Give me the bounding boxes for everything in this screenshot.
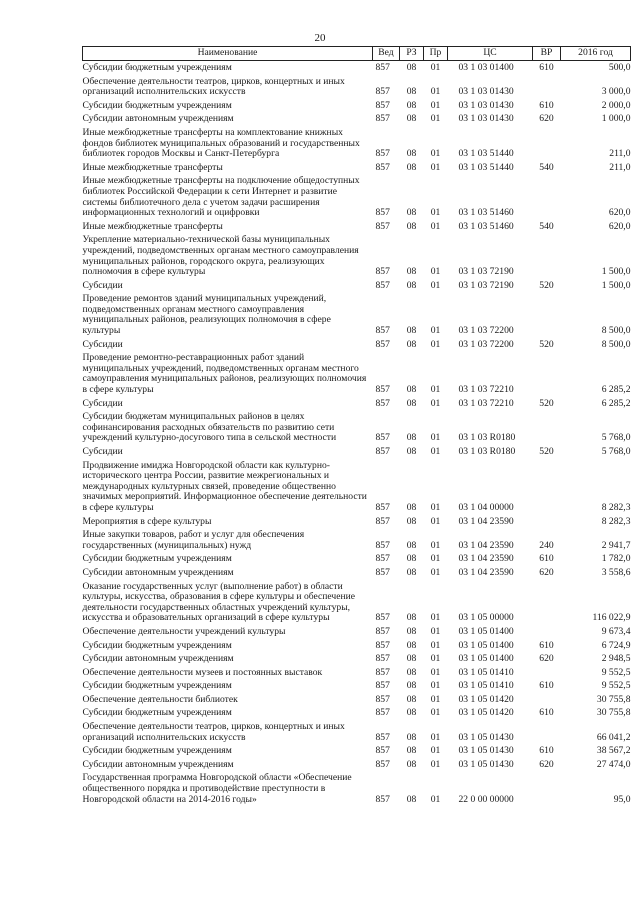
row-ved: 857	[375, 625, 390, 637]
row-rz: 08	[406, 266, 417, 278]
row-name: Мероприятия в сфере культуры	[82, 515, 212, 527]
row-sum: 6 285,2	[601, 397, 631, 409]
row-cs: 03 1 05 01430	[458, 745, 514, 757]
row-sum: 5 768,0	[601, 432, 631, 444]
row-vr	[533, 410, 561, 445]
row-sum: 8 500,0	[601, 325, 631, 337]
row-name: Субсидии бюджетным учреждениям	[82, 639, 232, 651]
row-vr: 620	[539, 566, 554, 578]
row-ved: 857	[375, 707, 390, 719]
row-cs: 03 1 03 01400	[458, 62, 514, 73]
row-cs: 03 1 03 72210	[458, 384, 514, 396]
row-rz: 08	[406, 86, 417, 98]
row-ved: 857	[375, 266, 390, 278]
row-sum: 8 500,0	[601, 338, 631, 350]
row-pr: 01	[430, 553, 441, 565]
row-sum: 95,0	[613, 793, 631, 805]
row-vr: 610	[539, 99, 554, 111]
row-vr: 540	[539, 161, 554, 173]
row-rz: 08	[406, 432, 417, 444]
row-ved: 857	[375, 731, 390, 743]
row-pr: 01	[430, 113, 441, 125]
row-rz: 08	[406, 99, 417, 111]
row-vr	[533, 126, 561, 161]
row-rz: 08	[406, 325, 417, 337]
row-name: Обеспечение деятельности театров, цирков, концертных и иных организаций исполнительских искусств	[82, 75, 345, 98]
row-sum: 211,0	[609, 148, 631, 160]
row-name: Обеспечение деятельности театров, цирков, концертных и иных организаций исполнительских искусств	[82, 721, 345, 743]
row-ved: 857	[375, 539, 390, 551]
row-rz: 08	[406, 207, 417, 219]
table-row	[83, 161, 631, 175]
row-rz: 08	[406, 566, 417, 578]
row-pr: 01	[430, 384, 441, 396]
row-vr	[533, 75, 561, 99]
header-rz: РЗ	[400, 47, 424, 61]
row-sum: 620,0	[608, 220, 631, 232]
row-pr: 01	[430, 793, 441, 805]
row-name: Государственная программа Новгородской области «Обеспечение общественного порядка и противодействие преступности в Новгородской области на 2014-2016 годы»	[82, 772, 352, 805]
table-row	[83, 706, 631, 720]
row-name: Иные межбюджетные трансферты	[82, 220, 223, 232]
row-ved: 857	[375, 113, 390, 125]
row-ved: 857	[375, 99, 390, 111]
row-name: Субсидии бюджетным учреждениям	[82, 99, 232, 111]
row-sum: 2 941,7	[601, 539, 631, 551]
row-sum: 66 041,2	[596, 731, 631, 743]
row-sum: 5 768,0	[601, 446, 631, 457]
row-pr: 01	[430, 86, 441, 98]
row-name: Субсидии бюджетным учреждениям	[82, 553, 232, 565]
row-cs: 03 1 03 72200	[458, 338, 514, 350]
row-ved: 857	[375, 325, 390, 337]
row-cs: 03 1 03 72190	[458, 279, 514, 291]
row-sum: 30 755,8	[596, 693, 631, 705]
row-sum: 8 282,3	[601, 501, 631, 513]
row-cs: 03 1 03 R0180	[458, 432, 516, 444]
row-sum: 38 567,2	[596, 745, 631, 757]
row-pr: 01	[430, 99, 441, 111]
row-rz: 08	[406, 553, 417, 565]
row-cs: 03 1 04 23590	[458, 515, 514, 527]
row-name: Проведение ремонтов зданий муниципальных учреждений, подведомственных органам местного самоуправления муниципальных районов, реализующих полномочия в сфере культуры	[82, 293, 331, 337]
row-ved: 857	[375, 86, 390, 98]
row-name: Иные межбюджетные трансферты на комплектование книжных фондов библиотек муниципальных образований и государственных библиотек городов Москвы и Санкт-Петербурга	[82, 126, 360, 160]
row-sum: 2 948,5	[601, 653, 631, 665]
budget-table	[82, 46, 631, 806]
row-ved: 857	[375, 515, 390, 527]
row-name: Проведение ремонтно-реставрационных работ зданий муниципальных учреждений, подведомственных органам местного самоуправления муниципальных районов, реализующих полномочия в сфере культуры	[82, 352, 367, 396]
row-vr: 520	[539, 397, 554, 409]
row-vr: 610	[539, 707, 554, 719]
row-vr: 620	[539, 113, 554, 125]
row-vr: 610	[539, 62, 554, 73]
row-ved: 857	[375, 279, 390, 291]
row-cs: 03 1 03 72200	[458, 325, 514, 337]
row-rz: 08	[406, 612, 417, 624]
row-vr	[533, 351, 561, 396]
table-row	[83, 292, 631, 337]
row-ved: 857	[375, 501, 390, 513]
table-row	[83, 666, 631, 680]
row-sum: 2 000,0	[601, 99, 631, 111]
row-pr: 01	[430, 745, 441, 757]
table-row	[83, 693, 631, 707]
row-pr: 01	[430, 501, 441, 513]
row-name: Иные закупки товаров, работ и услуг для обеспечения государственных (муниципальных) нужд	[82, 529, 305, 551]
row-vr: 620	[539, 758, 554, 770]
row-cs: 03 1 04 23590	[458, 539, 514, 551]
row-cs: 03 1 05 01400	[458, 639, 514, 651]
table-row	[83, 397, 631, 411]
row-name: Продвижение имиджа Новгородской области как культурно-исторического центра России, развитие межрегиональных и международных культурных связей, проведение общественно значимых мероприятий. Информационное обеспечение деятельности в сфере культуры	[82, 459, 367, 513]
row-vr: 620	[539, 653, 554, 665]
row-pr: 01	[430, 325, 441, 337]
row-pr: 01	[430, 566, 441, 578]
row-cs: 03 1 05 01430	[458, 758, 514, 770]
row-ved: 857	[375, 666, 390, 678]
row-sum: 1 782,0	[601, 553, 631, 565]
row-sum: 1 000,0	[601, 113, 631, 125]
row-pr: 01	[430, 161, 441, 173]
table-row	[83, 652, 631, 666]
row-vr: 610	[539, 639, 554, 651]
table-row	[83, 126, 631, 161]
row-pr: 01	[430, 432, 441, 444]
row-name: Иные межбюджетные трансферты	[82, 161, 223, 173]
row-name: Субсидии автономным учреждениям	[82, 758, 234, 770]
table-row	[83, 639, 631, 653]
row-pr: 01	[430, 207, 441, 219]
row-ved: 857	[375, 693, 390, 705]
header-ved: Вед	[373, 47, 400, 61]
row-rz: 08	[406, 680, 417, 692]
row-ved: 857	[375, 220, 390, 232]
row-pr: 01	[430, 707, 441, 719]
row-pr: 01	[430, 625, 441, 637]
row-vr: 520	[539, 279, 554, 291]
row-vr	[533, 666, 561, 680]
row-vr	[533, 233, 561, 278]
row-cs: 03 1 03 R0180	[458, 446, 516, 457]
row-pr: 01	[430, 397, 441, 409]
row-ved: 857	[375, 612, 390, 624]
row-cs: 03 1 03 51460	[458, 207, 514, 219]
table-row	[83, 566, 631, 580]
row-rz: 08	[406, 161, 417, 173]
row-name: Субсидии автономным учреждениям	[82, 113, 234, 125]
table-row	[83, 112, 631, 126]
table-row	[83, 771, 631, 806]
row-sum: 8 282,3	[601, 515, 631, 527]
row-ved: 857	[375, 793, 390, 805]
row-sum: 1 500,0	[601, 279, 631, 291]
row-rz: 08	[406, 793, 417, 805]
row-sum: 3 558,6	[601, 566, 631, 578]
row-vr: 610	[539, 680, 554, 692]
table-row	[83, 720, 631, 744]
row-rz: 08	[406, 220, 417, 232]
row-cs: 03 1 05 01420	[458, 707, 514, 719]
row-cs: 03 1 03 01430	[458, 113, 514, 125]
row-pr: 01	[430, 279, 441, 291]
table-row	[83, 220, 631, 234]
row-ved: 857	[375, 745, 390, 757]
row-name: Обеспечение деятельности библиотек	[82, 693, 238, 705]
row-pr: 01	[430, 758, 441, 770]
table-row	[83, 351, 631, 396]
row-name: Субсидии	[82, 338, 123, 350]
header-vr: ВР	[533, 47, 561, 61]
table-row	[83, 233, 631, 278]
table-row	[83, 99, 631, 113]
row-cs: 03 1 03 51440	[458, 148, 514, 160]
row-cs: 03 1 05 01410	[458, 666, 514, 678]
row-cs: 03 1 03 01430	[458, 86, 514, 98]
row-vr	[533, 580, 561, 625]
row-sum: 116 022,9	[592, 612, 631, 624]
row-ved: 857	[375, 653, 390, 665]
row-name: Субсидии бюджетам муниципальных районов в целях софинансирования расходных обязательств по развитию сети учреждений культурно-досугового типа в сельской местности	[82, 411, 337, 444]
row-ved: 857	[375, 446, 390, 457]
row-rz: 08	[406, 62, 417, 73]
row-pr: 01	[430, 62, 441, 73]
table-row	[83, 61, 631, 75]
table-row	[83, 679, 631, 693]
row-vr	[533, 720, 561, 744]
row-pr: 01	[430, 338, 441, 350]
row-sum: 30 755,8	[596, 707, 631, 719]
row-vr	[533, 771, 561, 806]
row-rz: 08	[406, 338, 417, 350]
row-vr: 610	[539, 745, 554, 757]
row-ved: 857	[375, 161, 390, 173]
row-vr	[533, 292, 561, 337]
row-rz: 08	[406, 653, 417, 665]
row-name: Иные межбюджетные трансферты на подключение общедоступных библиотек Российской Федерации к сети Интернет и развитие системы библиотечного дела с учетом задачи расширения информационных технологий и оцифровки	[82, 175, 360, 219]
table-body	[83, 61, 631, 807]
row-sum: 211,0	[609, 161, 631, 173]
table-row	[83, 552, 631, 566]
row-sum: 1 500,0	[601, 266, 631, 278]
row-cs: 03 1 04 00000	[458, 501, 514, 513]
row-vr: 520	[539, 446, 554, 457]
row-ved: 857	[375, 207, 390, 219]
row-rz: 08	[406, 745, 417, 757]
row-cs: 03 1 05 01400	[458, 653, 514, 665]
row-vr	[533, 459, 561, 515]
row-ved: 857	[375, 758, 390, 770]
row-name: Субсидии бюджетным учреждениям	[82, 707, 232, 719]
row-sum: 3 000,0	[601, 86, 631, 98]
row-rz: 08	[406, 397, 417, 409]
row-ved: 857	[375, 148, 390, 160]
table-header	[83, 47, 631, 61]
row-name: Субсидии бюджетным учреждениям	[82, 680, 232, 692]
row-cs: 03 1 03 72190	[458, 266, 514, 278]
row-cs: 03 1 05 01430	[458, 731, 514, 743]
table-row	[83, 279, 631, 293]
row-cs: 03 1 05 01420	[458, 693, 514, 705]
row-sum: 9 552,5	[601, 680, 631, 692]
row-pr: 01	[430, 148, 441, 160]
row-cs: 03 1 05 01400	[458, 625, 514, 637]
row-pr: 01	[430, 612, 441, 624]
row-sum: 27 474,0	[596, 758, 631, 770]
row-rz: 08	[406, 707, 417, 719]
row-rz: 08	[406, 113, 417, 125]
row-vr	[533, 625, 561, 639]
row-pr: 01	[430, 220, 441, 232]
row-name: Субсидии бюджетным учреждениям	[82, 745, 232, 757]
row-vr	[533, 174, 561, 219]
row-rz: 08	[406, 515, 417, 527]
row-pr: 01	[430, 515, 441, 527]
header-cs: ЦС	[448, 47, 533, 61]
row-pr: 01	[430, 666, 441, 678]
table-row	[83, 459, 631, 515]
row-name: Субсидии	[82, 397, 123, 409]
row-ved: 857	[375, 553, 390, 565]
row-pr: 01	[430, 680, 441, 692]
table-row	[83, 515, 631, 529]
row-sum: 6 724,9	[601, 639, 631, 651]
row-name: Субсидии	[82, 279, 123, 291]
row-ved: 857	[375, 566, 390, 578]
row-sum: 9 552,5	[601, 666, 631, 678]
row-pr: 01	[430, 731, 441, 743]
row-rz: 08	[406, 279, 417, 291]
row-pr: 01	[430, 539, 441, 551]
row-rz: 08	[406, 148, 417, 160]
row-cs: 03 1 05 00000	[458, 612, 514, 624]
row-vr: 240	[539, 539, 554, 551]
row-pr: 01	[430, 693, 441, 705]
row-sum: 9 673,4	[601, 625, 631, 637]
row-ved: 857	[375, 639, 390, 651]
row-ved: 857	[375, 432, 390, 444]
row-vr: 540	[539, 220, 554, 232]
row-vr	[533, 693, 561, 707]
table-row	[83, 338, 631, 352]
row-cs: 03 1 04 23590	[458, 553, 514, 565]
row-ved: 857	[375, 680, 390, 692]
row-ved: 857	[375, 62, 390, 73]
row-pr: 01	[430, 446, 441, 457]
row-rz: 08	[406, 446, 417, 457]
row-vr: 520	[539, 338, 554, 350]
row-rz: 08	[406, 501, 417, 513]
row-cs: 03 1 03 72210	[458, 397, 514, 409]
row-cs: 22 0 00 00000	[458, 793, 514, 805]
row-rz: 08	[406, 539, 417, 551]
row-ved: 857	[375, 384, 390, 396]
header-name: Наименование	[83, 47, 373, 61]
row-rz: 08	[406, 625, 417, 637]
row-rz: 08	[406, 666, 417, 678]
row-cs: 03 1 03 51460	[458, 220, 514, 232]
row-rz: 08	[406, 693, 417, 705]
row-rz: 08	[406, 731, 417, 743]
row-sum: 500,0	[608, 62, 631, 73]
row-rz: 08	[406, 384, 417, 396]
row-sum: 6 285,2	[601, 384, 631, 396]
row-name: Обеспечение деятельности учреждений культуры	[82, 625, 286, 637]
row-vr: 610	[539, 553, 554, 565]
header-sum: 2016 год	[561, 47, 631, 61]
page-number: 20	[314, 32, 326, 44]
row-name: Обеспечение деятельности музеев и постоянных выставок	[82, 666, 323, 678]
row-name: Субсидии автономным учреждениям	[82, 566, 234, 578]
row-rz: 08	[406, 639, 417, 651]
row-pr: 01	[430, 266, 441, 278]
table-row	[83, 758, 631, 772]
table-row	[83, 410, 631, 445]
row-name: Субсидии	[82, 446, 123, 457]
row-ved: 857	[375, 338, 390, 350]
row-cs: 03 1 04 23590	[458, 566, 514, 578]
row-name: Укрепление материально-технической базы муниципальных учреждений, подведомственных органам местного самоуправления муниципальных районов, городского округа, реализующих полномочия в сфере культуры	[82, 234, 359, 278]
row-name: Субсидии бюджетным учреждениям	[82, 62, 232, 73]
table-row	[83, 528, 631, 552]
header-pr: Пр	[424, 47, 448, 61]
table-row	[83, 625, 631, 639]
table-row	[83, 580, 631, 625]
row-cs: 03 1 03 51440	[458, 161, 514, 173]
row-vr	[533, 515, 561, 529]
table-row	[83, 174, 631, 219]
table-row	[83, 75, 631, 99]
table-row	[83, 445, 631, 459]
row-ved: 857	[375, 397, 390, 409]
row-name: Субсидии автономным учреждениям	[82, 653, 234, 665]
row-cs: 03 1 05 01410	[458, 680, 514, 692]
row-pr: 01	[430, 653, 441, 665]
row-name: Оказание государственных услуг (выполнение работ) в области культуры, искусства, образования в сфере культуры и обеспечение деятельности государственных областных учреждений культуры, искусства и образовательных организаций в сфере культуры	[82, 580, 356, 624]
row-rz: 08	[406, 758, 417, 770]
row-cs: 03 1 03 01430	[458, 99, 514, 111]
table-row	[83, 744, 631, 758]
row-sum: 620,0	[608, 207, 631, 219]
row-pr: 01	[430, 639, 441, 651]
